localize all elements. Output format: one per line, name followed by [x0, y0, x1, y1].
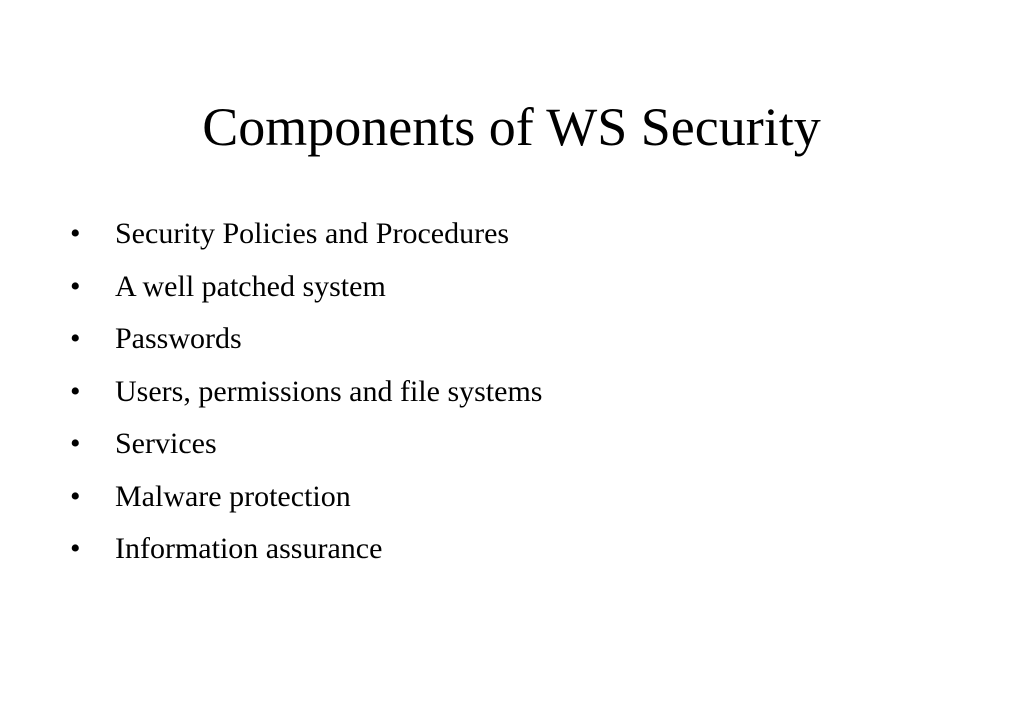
bullet-text: Malware protection: [115, 479, 351, 513]
bullet-dot-icon: •: [70, 427, 81, 461]
bullet-item-passwords: [70, 313, 542, 366]
bullet-item-users-permissions: [70, 366, 542, 419]
bullet-text: Security Policies and Procedures: [115, 217, 510, 251]
bullet-text: Information assurance: [115, 532, 383, 566]
bullet-text: Passwords: [115, 322, 242, 356]
bullet-item-services: [70, 418, 542, 471]
bullet-item-information-assurance: [70, 523, 542, 576]
bullet-list: [70, 208, 542, 576]
bullet-dot-icon: •: [70, 479, 81, 513]
slide-title: Components of WS Security: [202, 97, 821, 157]
bullet-dot-icon: •: [70, 269, 81, 303]
bullet-item-patched-system: [70, 261, 542, 314]
bullet-dot-icon: •: [70, 532, 81, 566]
bullet-text: Users, permissions and file systems: [115, 374, 543, 408]
bullet-dot-icon: •: [70, 217, 81, 251]
bullet-text: A well patched system: [115, 269, 386, 303]
bullet-item-security-policies: [70, 208, 542, 261]
bullet-item-malware-protection: [70, 471, 542, 524]
bullet-dot-icon: •: [70, 322, 81, 356]
bullet-text: Services: [115, 427, 217, 461]
bullet-dot-icon: •: [70, 374, 81, 408]
